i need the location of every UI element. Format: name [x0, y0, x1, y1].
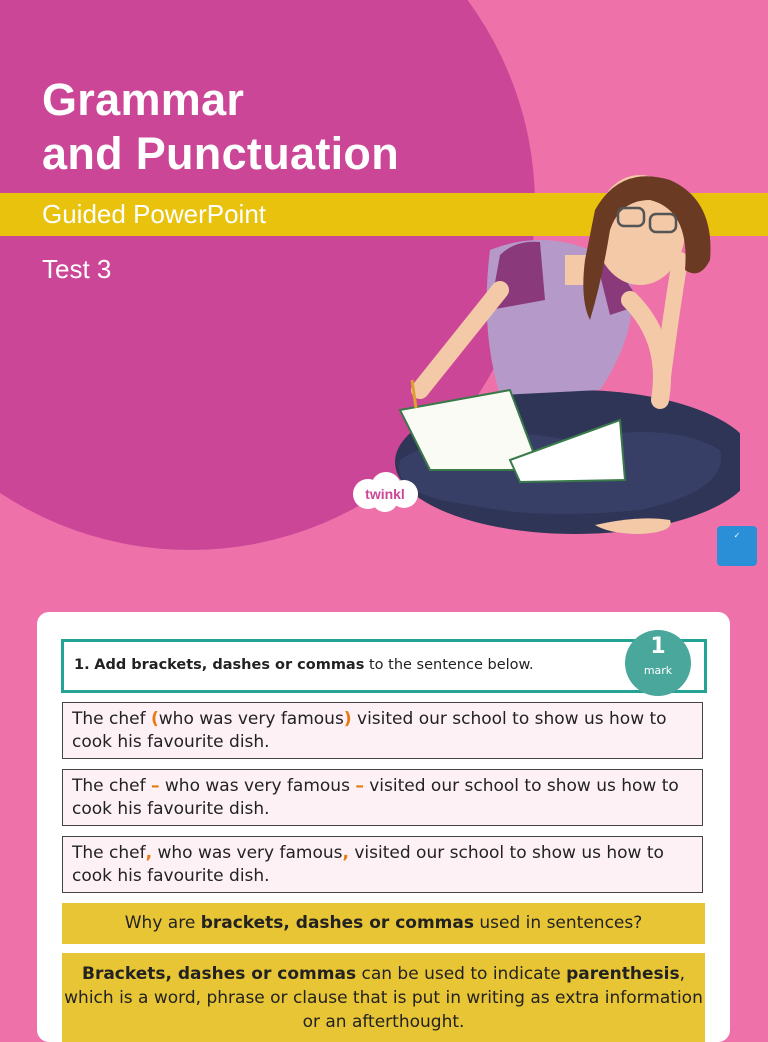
- why-bold: brackets, dashes or commas: [200, 913, 474, 933]
- title-line-1: Grammar: [42, 74, 245, 125]
- sentence-before: The chef: [72, 776, 151, 796]
- sentence-after: visited our school to show us how to cook his favourite dish.: [72, 843, 664, 886]
- title-line-2: and Punctuation: [42, 128, 399, 179]
- mark-number: 1: [650, 634, 666, 659]
- why-suffix: used in sentences?: [473, 913, 643, 933]
- question-number: 1.: [74, 657, 90, 673]
- quality-standard-badge-icon: [717, 526, 757, 566]
- question-instruction-rest: to the sentence below.: [364, 657, 534, 673]
- sentence-inner: who was very famous: [152, 843, 343, 863]
- question-box: [61, 639, 707, 693]
- answer-bold-2: parenthesis: [566, 964, 680, 984]
- sentence-before: The chef: [72, 709, 151, 729]
- question-text: [74, 657, 534, 673]
- punct-close: ,: [342, 843, 349, 863]
- punct-close: ): [343, 709, 352, 729]
- sentence-after: visited our school to show us how to cook his favourite dish.: [72, 776, 679, 819]
- sentence-dashes: [62, 769, 703, 826]
- why-question: [62, 903, 705, 944]
- punct-open: ,: [145, 843, 153, 863]
- answer-text-2: , which is a word, phrase or clause that is put in writing as extra information or an afterthought.: [64, 964, 703, 1032]
- answer-text-1: can be used to indicate: [356, 964, 567, 984]
- sentence-before: The chef: [72, 843, 146, 863]
- punct-open: (: [151, 709, 159, 729]
- punct-open: –: [151, 776, 160, 796]
- question-card: [37, 612, 730, 1042]
- slide-title: [42, 73, 399, 181]
- sentence-brackets: [62, 702, 703, 759]
- sentence-inner: who was very famous: [159, 776, 356, 796]
- mark-badge: [625, 630, 691, 696]
- punct-close: –: [355, 776, 364, 796]
- question-instruction-bold: Add brackets, dashes or commas: [94, 657, 365, 673]
- twinkl-logo-text: twinkl: [365, 486, 405, 502]
- answer-box: [62, 953, 705, 1042]
- quality-badge-text: ✓: [733, 531, 741, 540]
- why-prefix: Why are: [124, 913, 201, 933]
- sentence-commas: [62, 836, 703, 893]
- slide-subtitle: Guided PowerPoint: [42, 199, 267, 229]
- test-label: Test 3: [42, 254, 112, 284]
- answer-bold-1: Brackets, dashes or commas: [81, 964, 357, 984]
- sentence-inner: who was very famous: [158, 709, 344, 729]
- sentence-after: visited our school to show us how to cook his favourite dish.: [72, 709, 667, 752]
- mark-word: mark: [643, 664, 673, 677]
- twinkl-logo-icon: [350, 472, 420, 512]
